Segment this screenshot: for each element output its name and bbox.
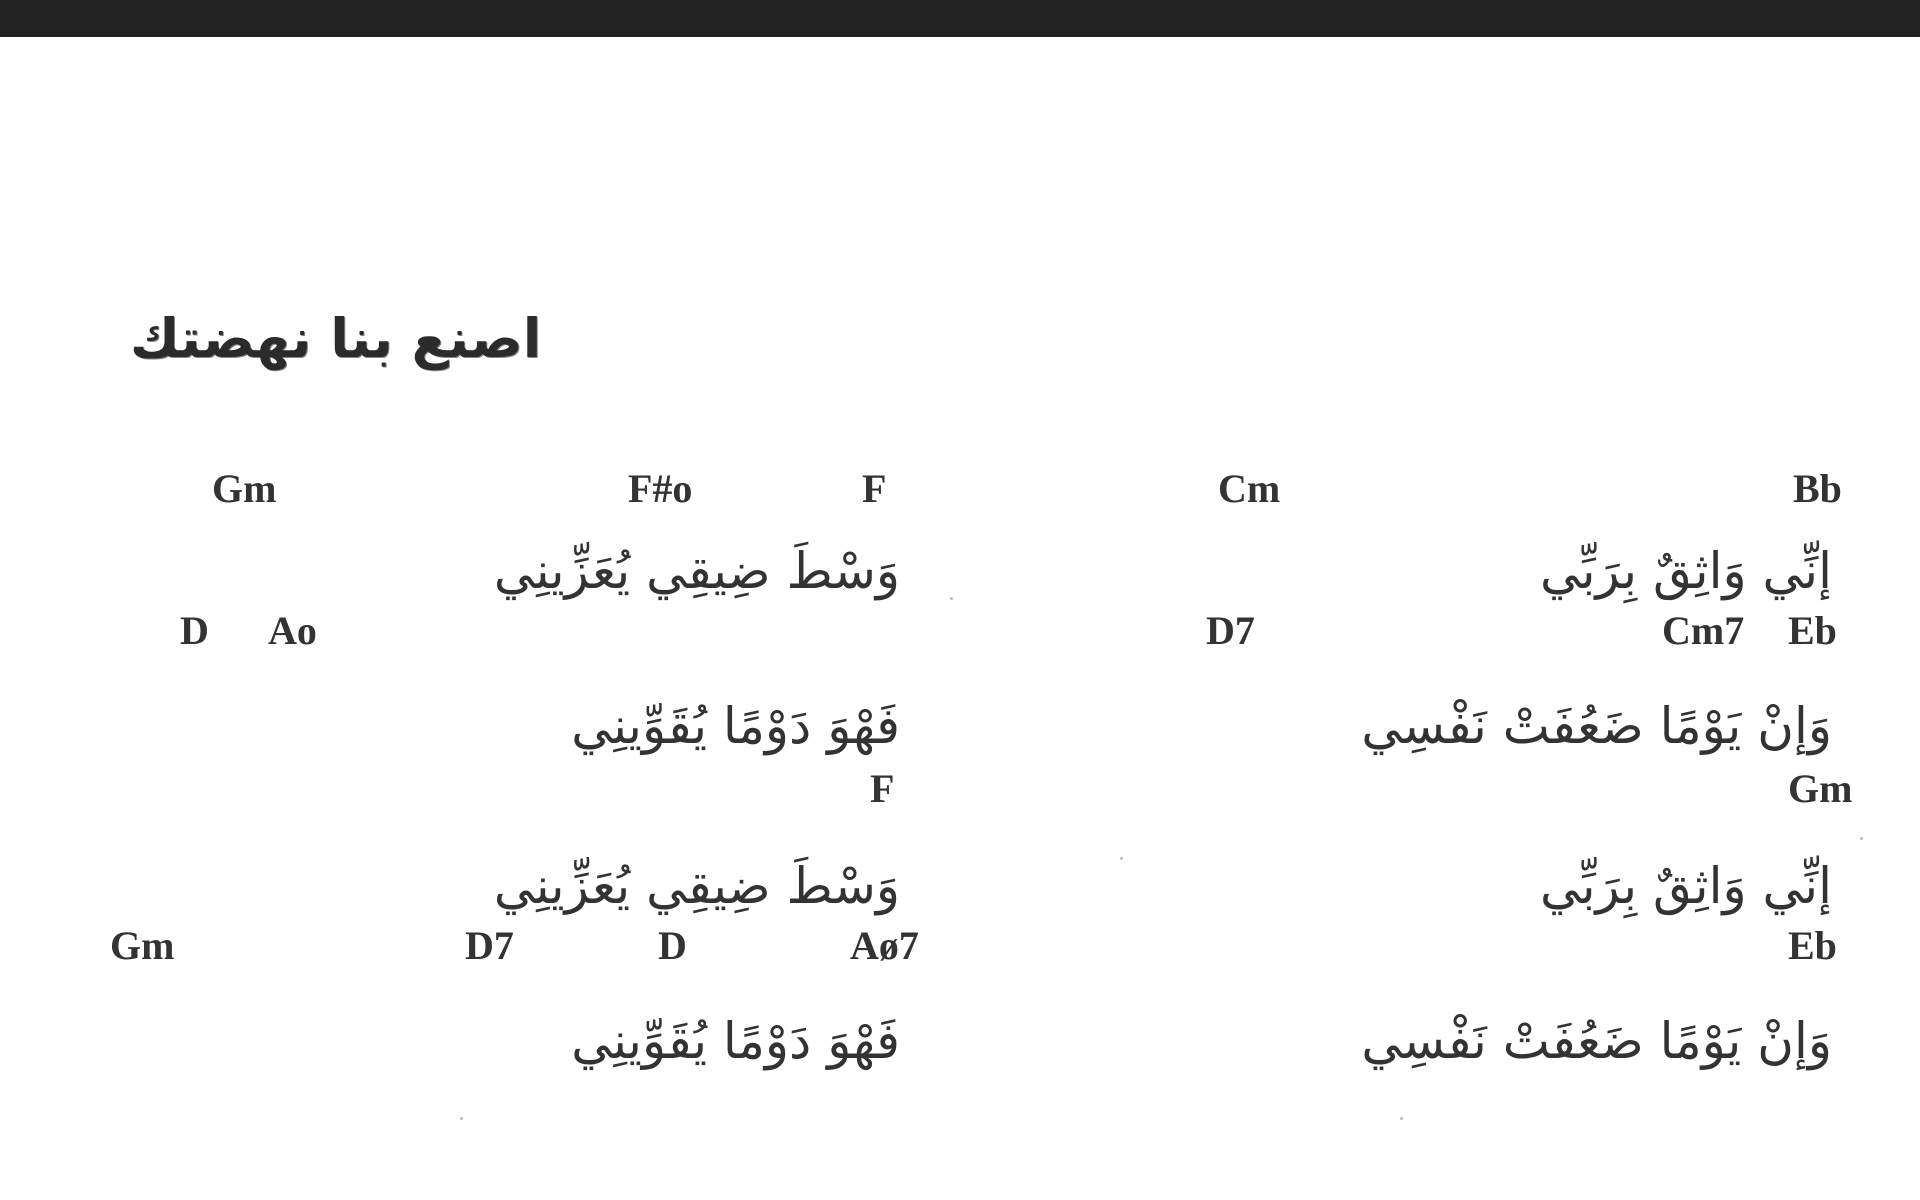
chord-label: F#o [628,466,693,511]
lyric-line-left: وَسْطَ ضِيقِي يُعَزِّينِي [493,857,900,915]
chord-label: Eb [1788,608,1837,653]
lyric-line-left: فَهْوَ دَوْمًا يُقَوِّينِي [571,1012,900,1070]
chord-label: D7 [1206,608,1255,653]
scan-speck [1860,837,1863,840]
lyric-line-right: إنِّي وَاثِقٌ بِرَبِّي [1539,542,1832,600]
chord-label: Aø7 [850,923,919,968]
chord-label: Ao [268,608,317,653]
lyric-line-left: فَهْوَ دَوْمًا يُقَوِّينِي [571,697,900,755]
chord-label: Bb [1793,466,1842,511]
chord-label: D7 [465,923,514,968]
scan-speck [460,1117,463,1120]
lyric-line-right: وَإنْ يَوْمًا ضَعُفَتْ نَفْسِي [1361,1012,1832,1070]
chord-label: Gm [110,923,175,968]
lyric-line-right: إنِّي وَاثِقٌ بِرَبِّي [1539,857,1832,915]
chord-label: Gm [212,466,277,511]
lyric-line-left: وَسْطَ ضِيقِي يُعَزِّينِي [493,542,900,600]
viewer-top-bar [0,0,1920,37]
lyric-line-right: وَإنْ يَوْمًا ضَعُفَتْ نَفْسِي [1361,697,1832,755]
chord-label: Cm7 [1662,608,1745,653]
song-title: اصنع بنا نهضتك [130,307,542,370]
chord-label: Cm [1218,466,1281,511]
chord-label: D [180,608,209,653]
song-sheet-page [0,37,1920,1200]
scan-speck [1400,1117,1403,1120]
chord-label: D [658,923,687,968]
scan-speck [1120,857,1123,860]
chord-label: F [862,466,887,511]
chord-label: F [870,766,895,811]
chord-label: Eb [1788,923,1837,968]
scan-speck [950,597,953,600]
chord-label: Gm [1788,766,1853,811]
